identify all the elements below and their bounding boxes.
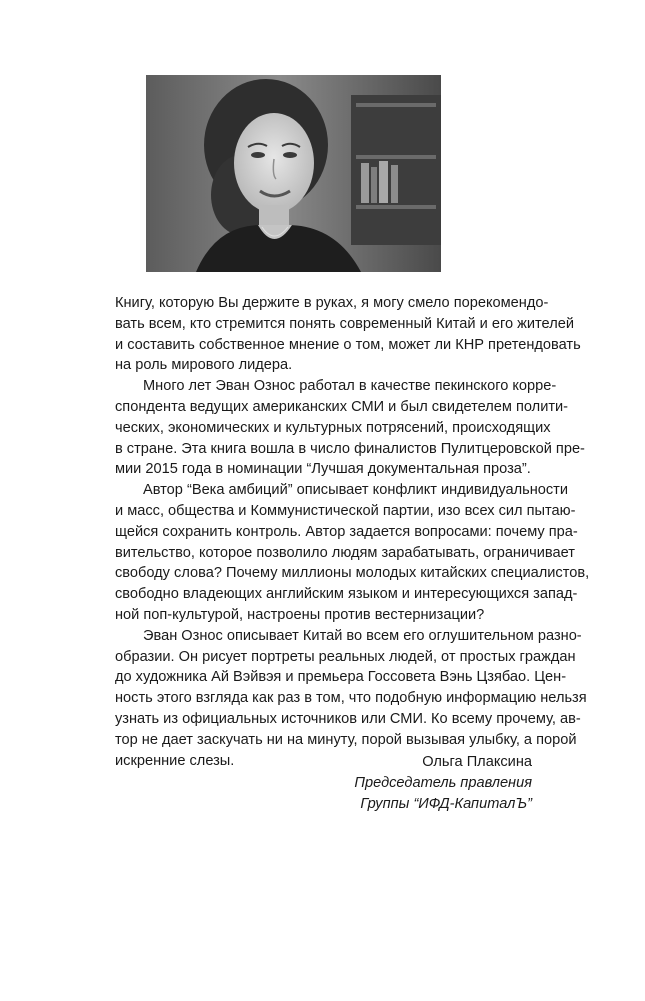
text-line: тор не дает заскучать ни на минуту, порой вызывая улыбку, а порой (115, 731, 577, 748)
signature-title: Председатель правления (354, 775, 532, 791)
foreword-text (115, 293, 590, 771)
text-line: спондента ведущих американских СМИ и был свидетелем полити- (115, 398, 569, 415)
text-line: вительство, которое позволило людям зарабатывать, ограничивает (115, 544, 575, 561)
text-line: ческих, экономических и культурных потрясений, происходящих (115, 419, 551, 436)
paragraph-1 (115, 293, 581, 376)
text-line: образии. Он рисует портреты реальных людей, от простых граждан (115, 648, 576, 665)
text-line: и составить собственное мнение о том, может ли КНР претендовать (115, 336, 581, 353)
text-line: свободно владеющих английским языком и интересующихся запад- (115, 586, 578, 603)
portrait-photo (146, 75, 441, 272)
paragraph-4 (115, 626, 587, 772)
signature-name: Ольга Плаксина (422, 754, 532, 770)
text-line: на роль мирового лидера. (115, 357, 293, 374)
text-line: и масс, общества и Коммунистической партии, изо всех сил пытаю- (115, 502, 576, 519)
text-line: Автор “Века амбиций” описывает конфликт индивидуальности (143, 482, 569, 499)
text-line: Книгу, которую Вы держите в руках, я могу смело порекомендо- (115, 295, 549, 311)
text-line: вать всем, кто стремится понять современный Китай и его жителей (115, 315, 574, 332)
paragraph-2 (115, 376, 585, 480)
signature-company: Группы “ИФД-КапиталЪ” (360, 796, 532, 812)
text-line: мии 2015 года в номинации “Лучшая документальная проза”. (115, 461, 531, 478)
paragraph-3 (115, 480, 590, 626)
text-line: свободу слова? Почему миллионы молодых китайских специалистов, (115, 565, 590, 582)
text-line: ность этого взгляда как раз в том, что подобную информацию нельзя (115, 690, 587, 707)
text-line: ной поп-культурой, настроены против вестернизации? (115, 606, 485, 623)
text-line: Много лет Эван Ознос работал в качестве пекинского корре- (143, 378, 557, 395)
text-line: щейся сохранить контроль. Автор задается вопросами: почему пра- (115, 523, 578, 540)
text-line: искренние слезы. (115, 752, 235, 769)
text-line: Эван Ознос описывает Китай во всем его оглушительном разно- (143, 627, 582, 644)
text-line: до художника Ай Вэйвэя и премьера Госсовета Вэнь Цзябао. Цен- (115, 669, 567, 686)
signature-block (354, 752, 532, 815)
text-line: узнать из официальных источников или СМИ. Ко всему прочему, ав- (115, 710, 581, 727)
text-line: в стране. Эта книга вошла в число финалистов Пулитцеровской пре- (115, 440, 585, 457)
portrait-illustration (146, 75, 441, 272)
